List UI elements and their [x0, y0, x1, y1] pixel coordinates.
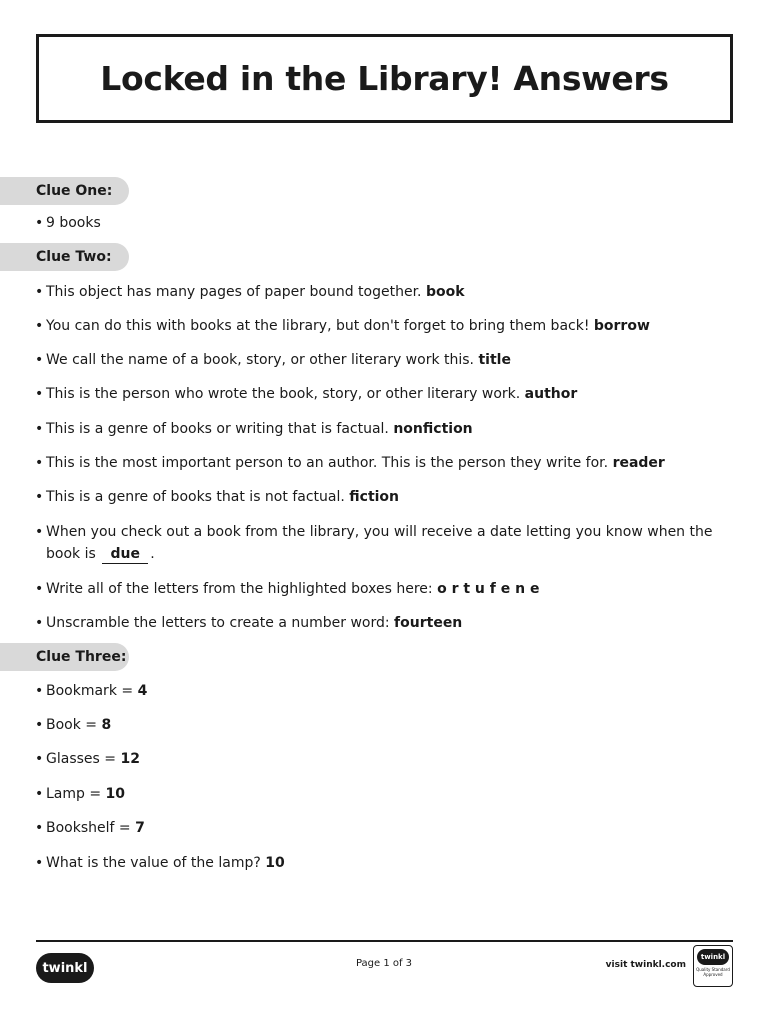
item-text: This object has many pages of paper bound together.: [46, 284, 422, 300]
clue-one-item: [35, 212, 728, 234]
item-text: Write all of the letters from the highlighted boxes here:: [46, 581, 433, 597]
item-text: Unscramble the letters to create a number word:: [46, 615, 390, 631]
item-text: This is a genre of books or writing that is factual.: [46, 421, 389, 437]
item-answer: fourteen: [394, 615, 463, 631]
item-text: This is the person who wrote the book, story, or other literary work.: [46, 386, 521, 402]
twinkl-logo: twinkl: [36, 953, 94, 983]
item-text: We call the name of a book, story, or other literary work this.: [46, 352, 475, 368]
item-answer: 4: [137, 683, 148, 699]
item-answer: 7: [135, 820, 145, 836]
item-answer: 8: [101, 717, 112, 733]
item-text: What is the value of the lamp?: [46, 855, 261, 871]
clue-two-item: [35, 418, 728, 440]
item-text: Book =: [46, 717, 98, 733]
footer-divider: [36, 940, 733, 942]
item-text: When you check out a book from the library, you will receive a date letting you know when the book is: [46, 524, 713, 562]
item-text: This is the most important person to an author. This is the person they write for.: [46, 455, 609, 471]
clue-one-label: Clue One:: [0, 177, 129, 205]
item-answer: title: [478, 352, 511, 368]
item-answer: 10: [265, 855, 285, 871]
clue-three-item: [35, 783, 728, 805]
item-answer: fiction: [349, 489, 400, 505]
item-answer: o r t u f e n e: [437, 581, 540, 597]
clue-three-item: [35, 852, 728, 874]
badge-logo: twinkl: [697, 949, 729, 965]
clue-two-item: [35, 486, 728, 508]
site-link[interactable]: visit twinkl.com: [605, 960, 686, 970]
item-answer: 10: [105, 786, 126, 802]
item-answer: borrow: [593, 318, 650, 334]
item-text: Bookmark =: [46, 683, 134, 699]
item-answer: reader: [612, 455, 665, 471]
item-text: This is a genre of books that is not factual.: [46, 489, 345, 505]
item-text: Lamp =: [46, 786, 102, 802]
item-answer: 12: [120, 751, 140, 767]
page-number: Page 1 of 3: [355, 958, 413, 969]
clue-two-item: [35, 612, 728, 634]
item-suffix: .: [150, 546, 155, 562]
clue-two-item: [35, 578, 728, 600]
item-answer: nonfiction: [393, 421, 473, 437]
clue-two-item: [35, 315, 728, 337]
page-title: Locked in the Library! Answers: [100, 59, 669, 98]
clue-three-label: Clue Three:: [0, 643, 129, 671]
item-answer: author: [524, 386, 578, 402]
clue-three-item: [35, 714, 728, 736]
clue-three-item: [35, 748, 728, 770]
clue-three-item: [35, 817, 728, 839]
badge-text: Quality Standard Approved: [696, 967, 730, 977]
item-text: 9 books: [46, 215, 101, 231]
clue-two-item: [35, 383, 728, 405]
item-text: You can do this with books at the library, but don't forget to bring them back!: [46, 318, 590, 334]
answer-blank: due: [102, 545, 148, 564]
clue-two-item: [35, 452, 728, 474]
clue-two-item: [35, 349, 728, 371]
clue-two-item: [35, 521, 728, 565]
item-text: Glasses =: [46, 751, 116, 767]
title-box: [36, 34, 733, 123]
item-text: Bookshelf =: [46, 820, 131, 836]
clue-two-item: [35, 281, 728, 303]
clue-three-item: [35, 680, 728, 702]
item-answer: book: [425, 284, 465, 300]
clue-two-label: Clue Two:: [0, 243, 129, 271]
quality-badge: [693, 945, 733, 987]
